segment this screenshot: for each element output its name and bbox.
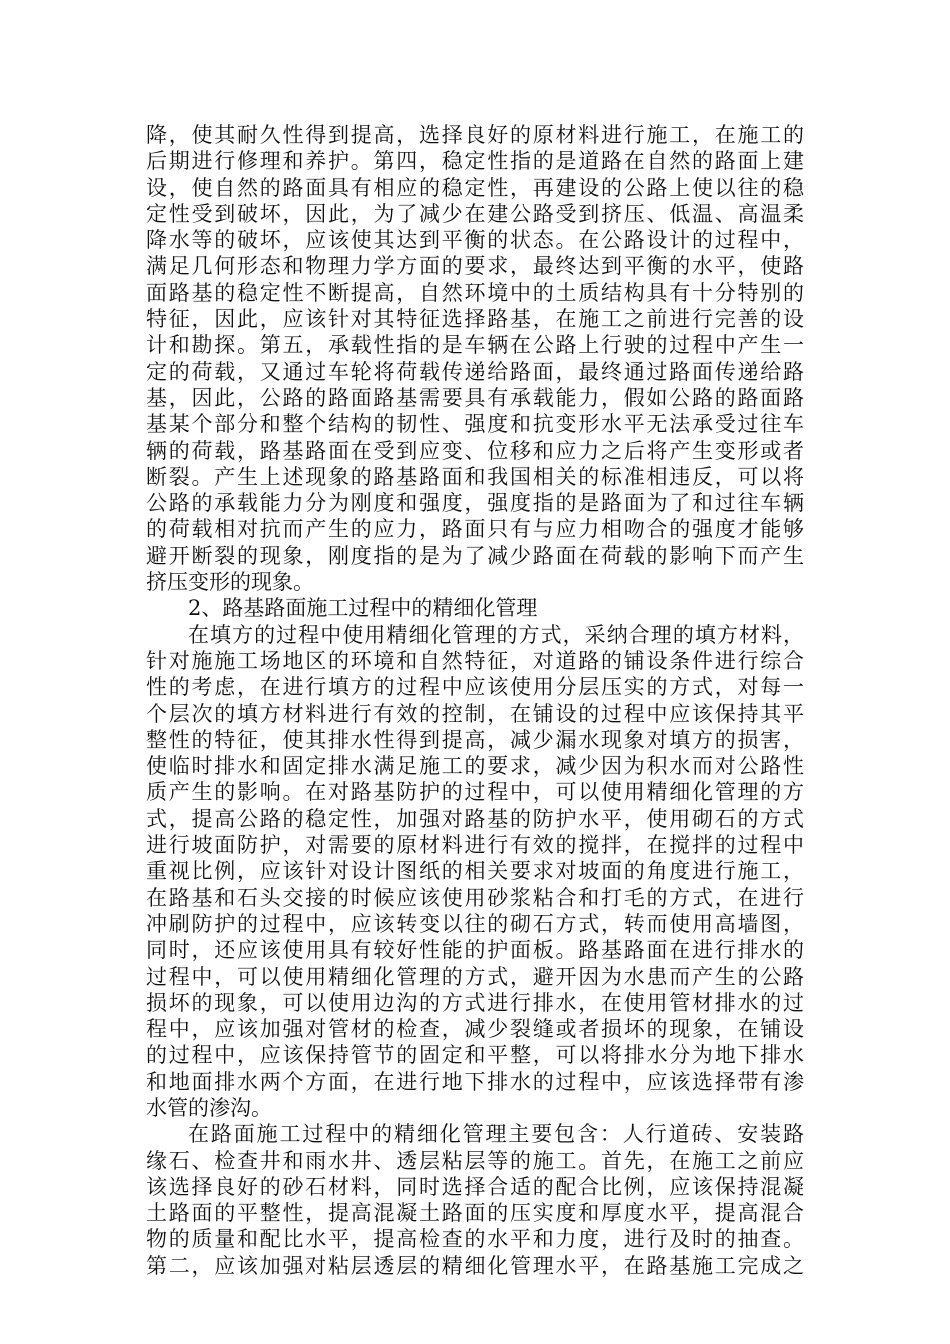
text-line: 满足几何形态和物理力学方面的要求，最终达到平衡的水平，使路	[146, 254, 804, 279]
text-line: 该选择良好的砂石材料，同时选择合适的配合比例，应该保持混凝	[146, 1174, 804, 1199]
text-line: 水管的渗沟。	[146, 1095, 272, 1120]
text-line: 挤压变形的现象。	[146, 570, 314, 595]
text-line: 定性受到破坏，因此，为了减少在建公路受到挤压、低温、高温柔	[146, 201, 804, 226]
text-line: 降，使其耐久性得到提高，选择良好的原材料进行施工，在施工的	[146, 123, 804, 147]
text-line: 式，提高公路的稳定性，加强对路基的防护水平，使用砌石的方式	[146, 806, 804, 831]
text-line: 在路基和石头交接的时候应该使用砂浆粘合和打毛的方式，在进行	[146, 885, 804, 910]
text-line: 个层次的填方材料进行有效的控制，在铺设的过程中应该保持其平	[146, 701, 804, 726]
text-line: 损坏的现象，可以使用边沟的方式进行排水，在使用管材排水的过	[146, 990, 804, 1015]
text-line: 计和勘探。第五，承载性指的是车辆在公路上行驶的过程中产生一	[146, 333, 804, 358]
text-line: 过程中，可以使用精细化管理的方式，避开因为水患而产生的公路	[146, 964, 804, 989]
text-line: 特征，因此，应该针对其特征选择路基，在施工之前进行完善的设	[146, 307, 804, 332]
text-line: 断裂。产生上述现象的路基路面和我国相关的标准相违反，可以将	[146, 464, 804, 489]
text-line: 性的考虑，在进行填方的过程中应该使用分层压实的方式，对每一	[146, 675, 804, 700]
text-line: 基某个部分和整个结构的韧性、强度和抗变形水平无法承受过往车	[146, 412, 804, 437]
text-line: 重视比例，应该针对设计图纸的相关要求对坡面的角度进行施工，	[146, 859, 804, 884]
text-line: 第二，应该加强对粘层透层的精细化管理水平，在路基施工完成之	[146, 1253, 804, 1278]
text-line: 降水等的破坏，应该使其达到平衡的状态。在公路设计的过程中，	[146, 228, 804, 253]
text-line: 物的质量和配比水平，提高检查的水平和力度，进行及时的抽查。	[146, 1227, 804, 1252]
text-line: 面路基的稳定性不断提高，自然环境中的土质结构具有十分特别的	[146, 280, 804, 305]
text-line: 定的荷载，又通过车轮将荷载传递给路面，最终通过路面传递给路	[146, 359, 804, 384]
text-line: 进行坡面防护，对需要的原材料进行有效的搅拌，在搅拌的过程中	[146, 833, 804, 858]
body-text	[146, 122, 804, 1279]
text-line: 程中，应该加强对管材的检查，减少裂缝或者损坏的现象，在铺设	[146, 1017, 804, 1042]
text-line: 避开断裂的现象，刚度指的是为了减少路面在荷载的影响下而产生	[146, 543, 804, 568]
text-line: 公路的承载能力分为刚度和强度，强度指的是路面为了和过往车辆	[146, 491, 804, 516]
text-line: 基，因此，公路的路面路基需要具有承载能力，假如公路的路面路	[146, 385, 804, 410]
section-heading: 2、路基路面施工过程中的精细化管理	[188, 596, 538, 621]
text-line: 冲刷防护的过程中，应该转变以往的砌石方式，转而使用高墙图，	[146, 911, 804, 936]
text-line: 整性的特征，使其排水性得到提高，减少漏水现象对填方的损害，	[146, 727, 804, 752]
text-line: 辆的荷载，路基路面在受到应变、位移和应力之后将产生变形或者	[146, 438, 804, 463]
text-line: 同时，还应该使用具有较好性能的护面板。路基路面在进行排水的	[146, 938, 804, 963]
text-line: 缘石、检查井和雨水井、透层粘层等的施工。首先，在施工之前应	[146, 1148, 804, 1173]
text-line: 质产生的影响。在对路基防护的过程中，可以使用精细化管理的方	[146, 780, 804, 805]
text-line: 的荷载相对抗而产生的应力，路面只有与应力相吻合的强度才能够	[146, 517, 804, 542]
text-line: 后期进行修理和养护。第四，稳定性指的是道路在自然的路面上建	[146, 149, 804, 174]
text-line: 设，使自然的路面具有相应的稳定性，再建设的公路上使以往的稳	[146, 175, 804, 200]
text-line: 和地面排水两个方面，在进行地下排水的过程中，应该选择带有渗	[146, 1069, 804, 1094]
text-line: 的过程中，应该保持管节的固定和平整，可以将排水分为地下排水	[146, 1043, 804, 1068]
text-line: 在路面施工过程中的精细化管理主要包含：人行道砖、安装路	[188, 1122, 804, 1147]
text-line: 土路面的平整性，提高混凝土路面的压实度和厚度水平，提高混合	[146, 1201, 804, 1226]
text-line: 在填方的过程中使用精细化管理的方式，采纳合理的填方材料，	[188, 622, 804, 647]
text-line: 使临时排水和固定排水满足施工的要求，减少因为积水而对公路性	[146, 754, 804, 779]
text-line: 针对施施工场地区的环境和自然特征，对道路的铺设条件进行综合	[146, 648, 804, 673]
